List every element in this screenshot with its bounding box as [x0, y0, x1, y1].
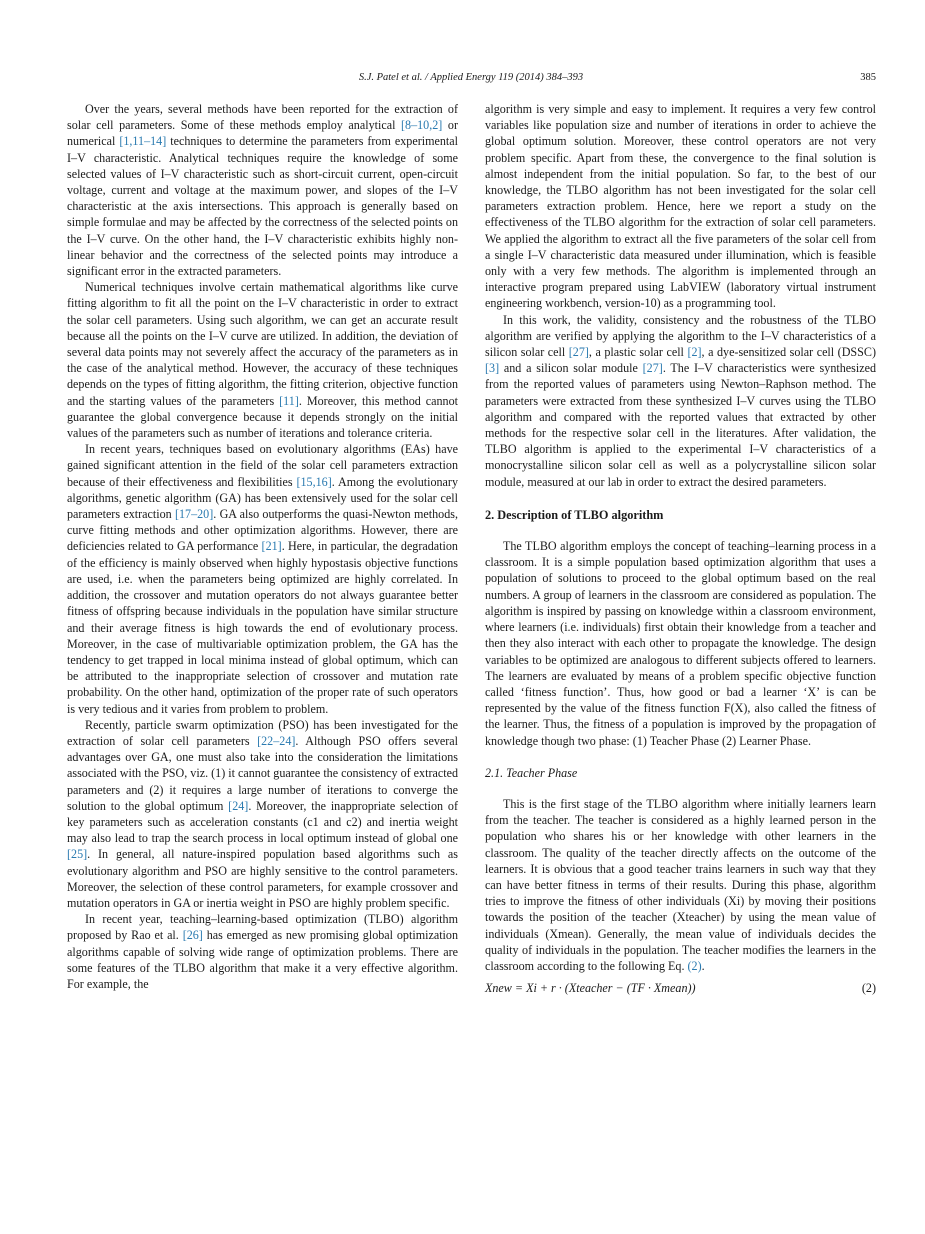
citation-link[interactable]: [11]: [279, 393, 299, 408]
citation-link[interactable]: [26]: [182, 928, 203, 943]
journal-citation: S.J. Patel et al. / Applied Energy 119 (2014) 384–393: [358, 72, 584, 83]
citation-link[interactable]: [15,16]: [296, 474, 332, 489]
paragraph: Recently, particle swarm optimization (PSO) has been investigated for the extraction of solar cell parameters [22–24]. Although PSO offers several advantages over GA, one must also take into the consideration the limitations associated with the PSO, viz. (1) it cannot guarantee the consistency of extracted parameters and (2) it requires a large number of iterations to converge the solution to the global optimum [24]. Moreover, the inappropriate selection of key parameters such as acceleration constants (c1 and c2) and inertia weight may also lead to trap the search process in local optimum instead of global one [25]. In general, all nature-inspired population based algorithms such as evolutionary algorithm and PSO are highly sensitive to the control parameters. Moreover, the selection of these control parameters, for example crossover and mutation operators in GA or inertia weight in PSO are highly problem specific.: [67, 717, 458, 910]
paragraph: The TLBO algorithm employs the concept of teaching–learning process in a classroom. It is a simple population based optimization algorithm that uses a population of solutions to proceed to the global optimum based on the real numbers. A group of learners in the classroom are considered as population. The algorithm is inspired by passing on knowledge within a classroom environment, where learners (i.e. individuals) first obtain their knowledge from a teacher and then they also interact with each other to propagate the knowledge. The design variables to be optimized are analogous to different subjects offered to learners. The learners are evaluated by means of a problem specific objective function called ‘fitness function’. Thus, how good or bad a learner ‘X’ is can be represented by the value of the fitness function F(X), also called the fitness of the learner. Thus, the fitness of a population is improved by the propagation of knowledge though two phase: (1) Teacher Phase (2) Learner Phase.: [485, 539, 876, 748]
paragraph: In this work, the validity, consistency and the robustness of the TLBO algorithm are verified by applying the algorithm to the I–V characteristics of a silicon solar cell [27], a plastic solar cell [2], a dye-sensitized solar cell (DSSC) [3] and a silicon solar module [27]. The I–V characteristics were synthesized from the reported values of parameters using Newton–Raphson method. The parameters were extracted from these synthesized I–V curves using the TLBO algorithm and compared with the reported values that extracted by other methods for the respective solar cell in the literatures. After validation, the TLBO algorithm is applied to the experimental I–V characteristics of a monocrystalline silicon solar cell as well as a polycrystalline silicon solar module, measured at our lab in order to extract the desired parameters.: [485, 312, 876, 489]
page-number: 385: [860, 72, 876, 83]
paragraph: Numerical techniques involve certain mathematical algorithms like curve fitting algorithm to fit all the point on the I–V characteristic in order to extract the solar cell parameters. Using such algorithm, we can get an accurate result because all the points on the I–V curve are utilized. In addition, the deviation of several data points may not severely affect the accuracy of the parameters as in the case of the analytical method. However, the accuracy of these techniques depends on the types of fitting algorithm, the fitting criterion, objective function and the starting values of the parameters [11]. Moreover, this method cannot guarantee the global convergence because it depends strongly on the initial values of the parameters such as number of iterations and tolerance criteria.: [67, 280, 459, 441]
left-column: [67, 101, 458, 992]
citation-link[interactable]: [2]: [687, 345, 702, 360]
citation-link[interactable]: [22–24]: [257, 733, 296, 748]
citation-link[interactable]: [1,11–14]: [119, 134, 167, 149]
equation-link[interactable]: (2): [687, 958, 702, 973]
paragraph: algorithm is very simple and easy to implement. It requires a very few control variables like population size and number of iterations in order to achieve the global optimum solution. Moreover, these control operators are not very problem specific. Apart from these, the convergence to the final solution is almost independent from the initial population. So far, to the best of our knowledge, the TLBO algorithm has not been investigated for the solar cell parameters extraction problem. Hence, here we report a study on the effectiveness of the TLBO algorithm for the extraction of solar cell parameters. We applied the algorithm to extract all the five parameters of the solar cell from a single I–V characteristic data measured under illumination, which is feasible only with a very few methods. The algorithm is implemented through an interactive program prepared using LabVIEW (laboratory virtual instrument engineering workbench, version-10) as a programming tool.: [485, 102, 876, 311]
paragraph: In recent year, teaching–learning-based optimization (TLBO) algorithm proposed by Rao et al. [26] has emerged as new promising global optimization algorithms capable of solving wide range of optimization problems. There are some features of the TLBO algorithm that make it a very effective algorithm. For example, the: [67, 912, 459, 991]
citation-link[interactable]: [27]: [568, 345, 589, 360]
paragraph: In recent years, techniques based on evolutionary algorithms (EAs) have gained significant attention in the field of the solar cell parameters extraction because of their effectiveness and flexibilities [15,16]. Among the evolutionary algorithms, genetic algorithm (GA) has been extensively used for the solar cell parameters extraction [17–20]. GA also outperforms the quasi-Newton methods, curve fitting methods and other optimization algorithms. However, there are deficiencies related to GA performance [21]. Here, in particular, the degradation of the efficiency is mainly observed when highly hypostasis objective functions are used, i.e. when the parameters being optimized are highly correlated. In addition, the crossover and mutation operators do not always guarantee better fitness of offspring because individuals in the population have similar structure and their average fitness is high towards the end of evolutionary process. Moreover, in the case of multivariable optimization problem, the GA has the tendency to get trapped in local minima instead of global optimum, which can be attributed to the inappropriate selection of crossover and mutation rate probability. On the other hand, optimization of the proper rate of such operators is very tedious and it varies from problem to problem.: [67, 442, 458, 716]
section-title: 2. Description of TLBO algorithm: [485, 507, 664, 522]
equation-row: [485, 980, 876, 998]
citation-link[interactable]: [8–10,2]: [401, 118, 443, 133]
equation: Xnew = Xi + r · (Xteacher − (TF · Xmean)): [485, 981, 696, 996]
running-header: [66, 72, 876, 90]
paragraph: This is the first stage of the TLBO algorithm where initially learners learn from the teacher. The teacher is considered as a highly learned person in the population who shares his or her knowledge with other learners in the classroom. The quality of the teacher directly affects on the outcome of the learners. It is obvious that a good teacher trains learners in such way that they can have better fitness in terms of their results. During this phase, algorithm tries to improve the fitness of other individuals (Xi) by moving their positions towards the position of the teacher (Xteacher) by using the mean value of individuals (Xmean). Generally, the mean value of individuals decides the quality of individuals in the population. The teacher modifies the learners in the classroom according to the following Eq. (2).: [485, 796, 876, 973]
subsection-title: 2.1. Teacher Phase: [485, 765, 578, 780]
paragraph: Over the years, several methods have been reported for the extraction of solar cell parameters. Some of these methods employ analytical [8–10,2] or numerical [1,11–14] techniques to determine the parameters from experimental I–V characteristic. Analytical techniques require the knowledge of some selected values of I–V characteristic such as short-circuit current, open-circuit voltage, current and voltage at the maximum power, and slopes of the I–V characteristic at the axis intersections. This approach is generally based on simple formulae and may be affected by the correctness of the selected points on the I–V curve. On the other hand, the I–V characteristic exhibits highly non-linear behavior and the correctness of the selected points may introduce a significant error in the extracted parameters.: [67, 102, 458, 279]
citation-link[interactable]: [21]: [261, 539, 282, 554]
citation-link[interactable]: [17–20]: [174, 507, 214, 522]
citation-link[interactable]: [25]: [67, 847, 88, 862]
right-column: [485, 101, 876, 998]
citation-link[interactable]: [24]: [228, 798, 249, 813]
equation-number: (2): [861, 981, 876, 996]
citation-link[interactable]: [27]: [642, 361, 663, 376]
citation-link[interactable]: [3]: [485, 361, 500, 376]
